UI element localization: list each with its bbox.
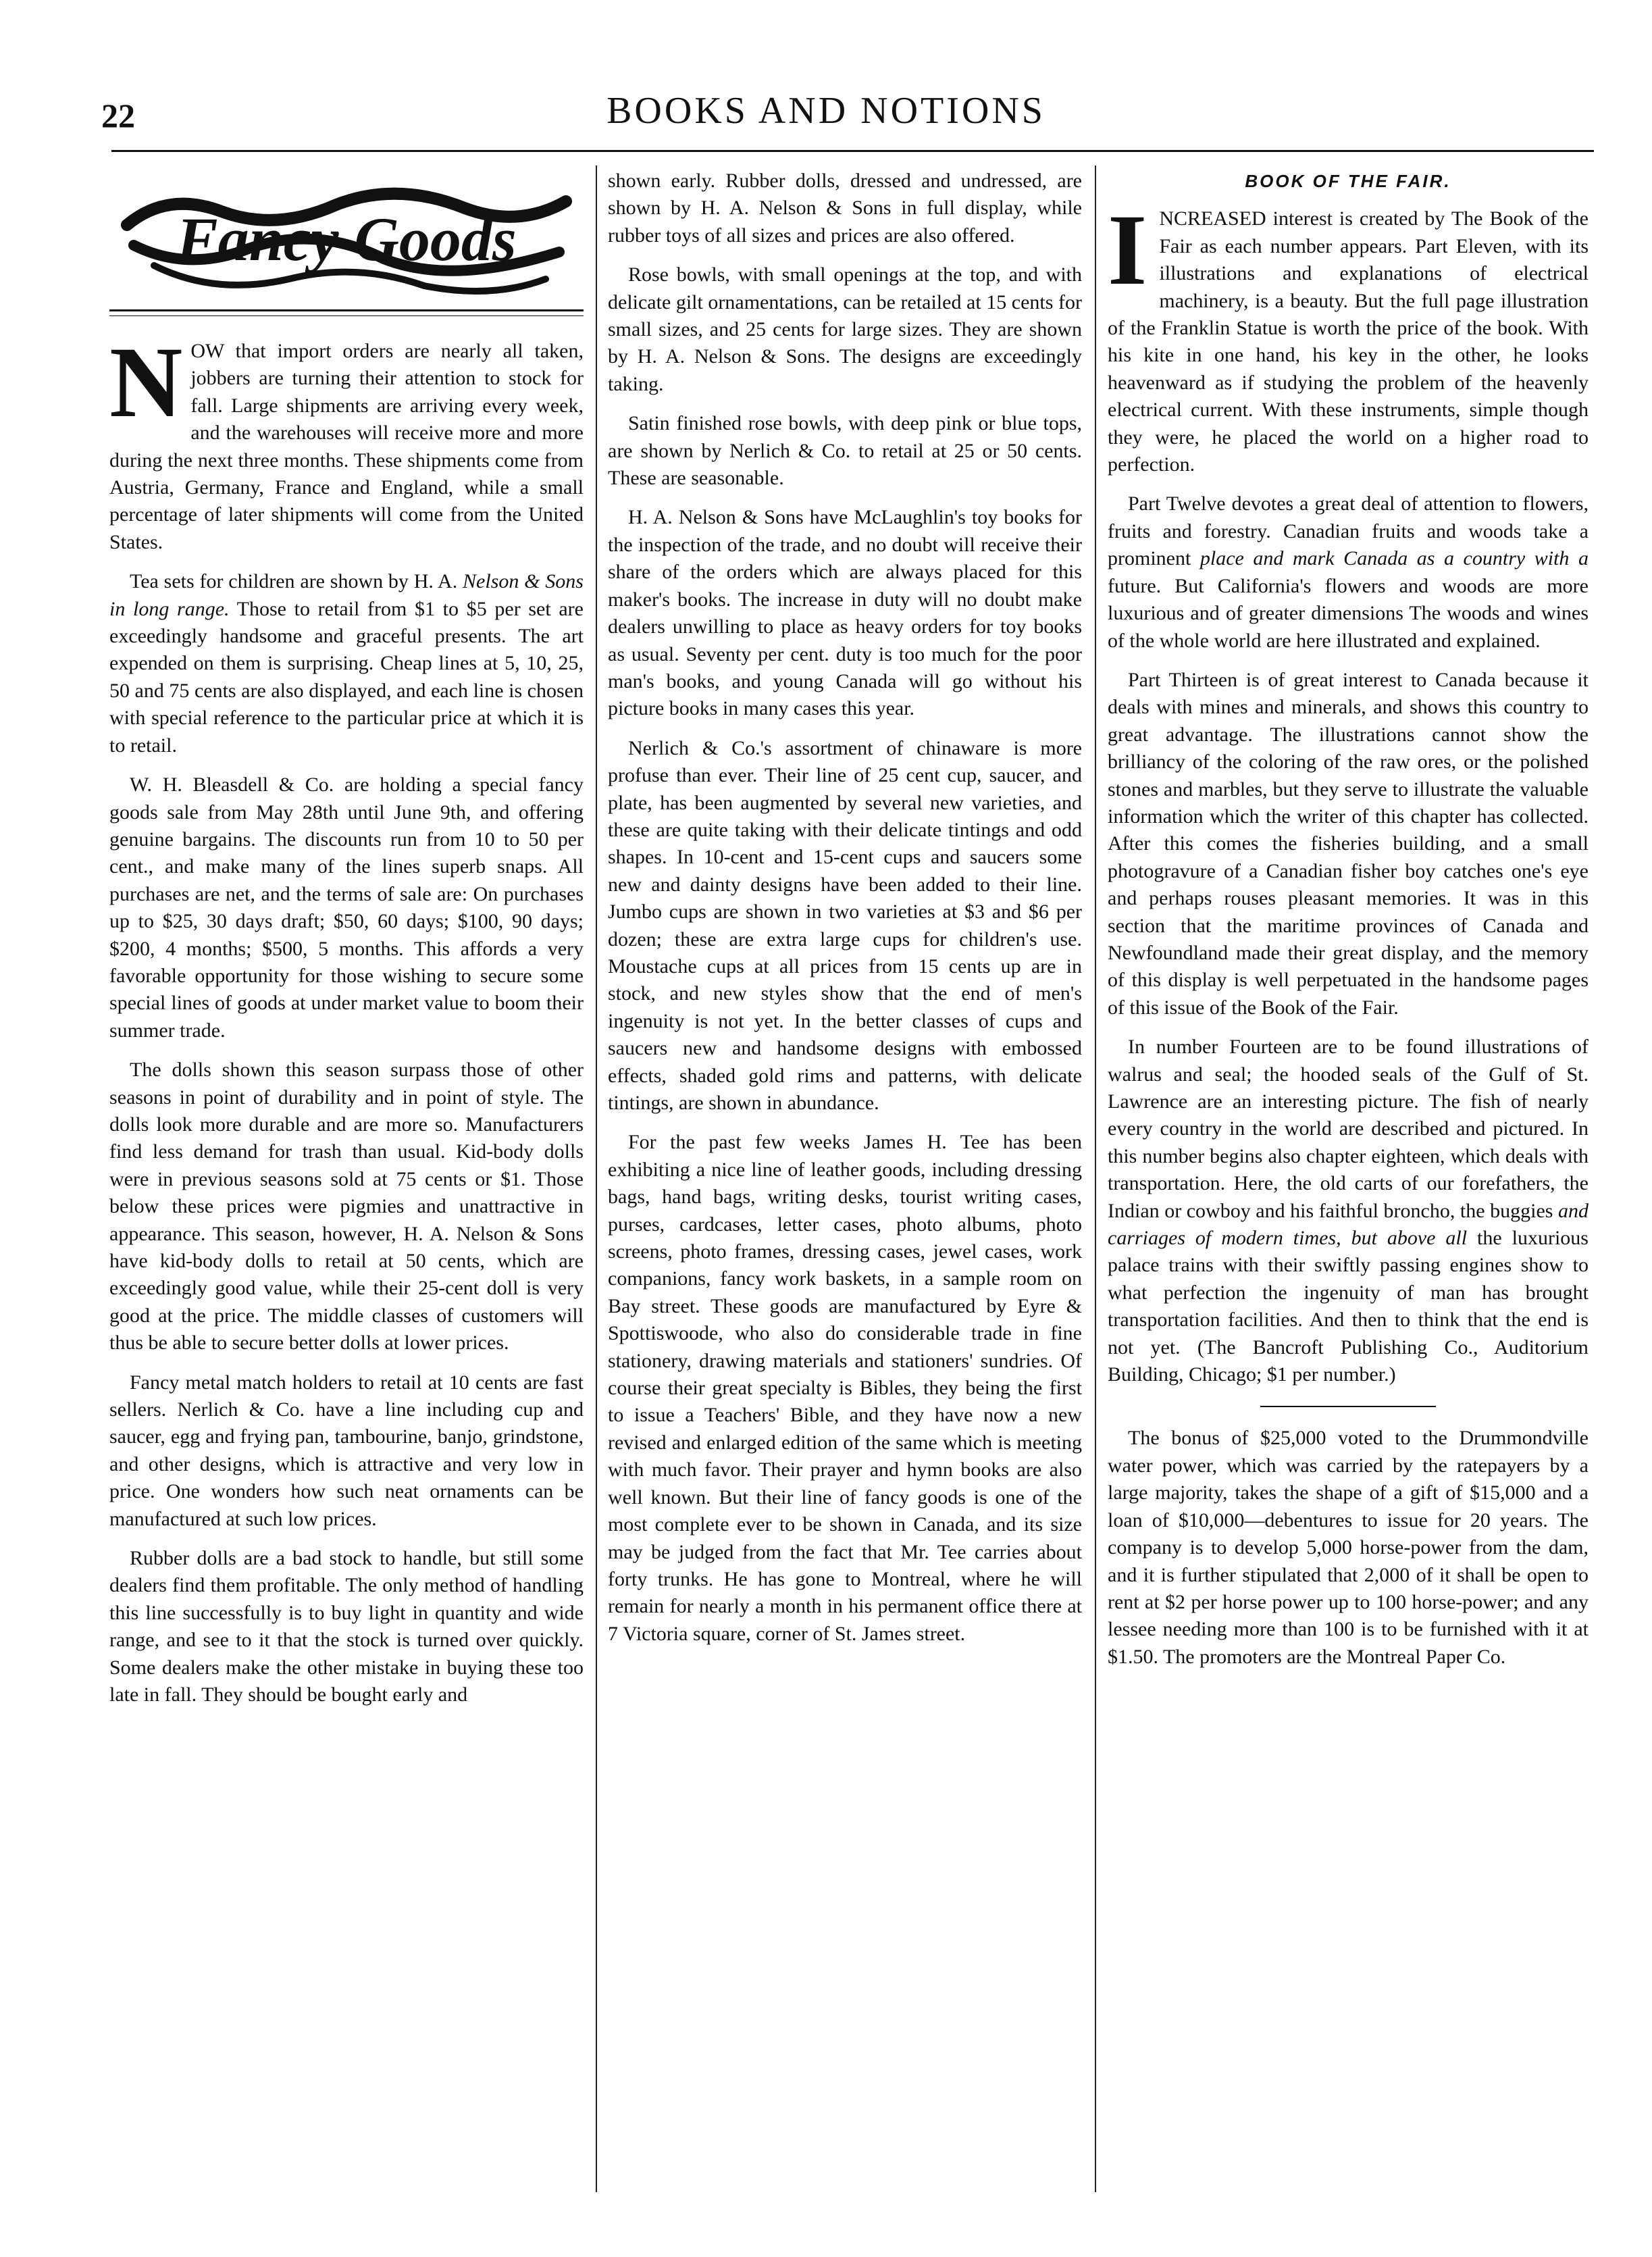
paragraph: Rubber dolls are a bad stock to handle, but still some dealers find them profitable. The only method of handling this line successfully is to buy light in quantity and wide range, and see to it that the stock is turned over quickly. Some dealers make the other mistake in buying these too late in fall. They should be bought early and [109,1547,584,1706]
paragraph: Fancy metal match holders to retail at 10 cents are fast sellers. Nerlich & Co. have a line including cup and saucer, egg and frying pan, tambourine, banjo, grindstone, and other designs, which is attractive and very low in price. One wonders how such neat ornaments can be manufactured at such low prices. [109,1371,584,1530]
paragraph: shown early. Rubber dolls, dressed and undressed, are shown by H. A. Nelson & Sons in full display, while rubber toys of all sizes and prices are also offered. [608,170,1082,247]
section-title: BOOK OF THE FAIR. [1245,171,1451,191]
section-divider [1260,1406,1436,1407]
column-divider-1 [596,166,597,2192]
paragraph: NOW that import orders are nearly all taken, jobbers are turning their attention to stock for fall. Large shipments are arriving every week, and the warehouses will receive more and more during the next three months. These shipments come from Austria, Germany, France and England, while a small percentage of later shipments will come from the United States. [109,326,584,553]
paragraph: Nerlich & Co.'s assortment of chinaware is more profuse than ever. Their line of 25 cent cup, saucer, and plate, has been augmented by several new varieties, and these are quite taking with their delicate tintings and odd shapes. In 10-cent and 15-cent cups and saucers some new and dainty designs have been added to their line. Jumbo cups are shown in two varieties at $3 and $6 per dozen; these are extra large cups for children's use. Moustache cups at all prices from 15 cents up are in stock, and new styles show that the end of men's ingenuity is not yet. In the better classes of cups and saucers new and handsome designs with embossed effects, shaded gold rims and patterns, with delicate tintings, are shown in abundance. [608,736,1082,1114]
column-2 [608,168,1082,1660]
logo-rule [109,309,584,316]
paragraph: Satin finished rose bowls, with deep pink or blue tops, are shown by Nerlich & Co. to retail at 25 or 50 cents. These are seasonable. [608,412,1082,490]
dropcap: I [1108,194,1147,307]
paragraph: INCREASED interest is created by The Book of the Fair as each number appears. Part Eleven, with its illustrations and explanations of electrical machinery, is a beauty. But the full page illustration of the Franklin Statue is worth the price of the book. With his kite in one hand, his key in the other, he looks heavenward as if studying the problem of the heavenly electrical current. With these instruments, simple though they were, he placed the world on a higher road to perfection. [1108,194,1589,476]
paragraph: W. H. Bleasdell & Co. are holding a special fancy goods sale from May 28th until June 9th, and offering genuine bargains. The discounts run from 10 to 50 per cent., and make many of the lines superb snaps. All purchases are net, and the terms of sale are: On purchases up to $25, 30 days draft; $50, 60 days; $100, 90 days; $200, 4 months; $500, 5 months. This affords a very favorable opportunity for those wishing to secure some special lines of goods at under market value to boom their summer trade. [109,774,584,1042]
paragraph: For the past few weeks James H. Tee has been exhibiting a nice line of leather goods, including dressing bags, hand bags, writing desks, tourist writing cases, purses, cardcases, letter cases, photo albums, photo screens, photo frames, dressing cases, jewel cases, work companions, fancy work baskets, in a sample room on Bay street. These goods are manufactured by Eyre & Spottiswoode, who also do considerable trade in fine stationery, drawing materials and stationers' sundries. Of course their great specialty is Bibles, they being the first to issue a Teachers' Bible, and they have now a new revised and enlarged edition of the same which is meeting with much favor. Their prayer and hymn books are also well known. But their line of fancy goods is one of the most complete ever to be shown in Canada, and its size may be judged from the fact that Mr. Tee carries about forty trunks. He has gone to Montreal, where he will remain for nearly a month in his permanent office there at 7 Victoria square, corner of St. James street. [608,1131,1082,1645]
paragraph: The bonus of $25,000 voted to the Drummondville water power, which was carried by the ratepayers by a large majority, takes the shape of a gift of $15,000 and a loan of $10,000—debentures to issue for 20 years. The company is to develop 5,000 horse-power from the dam, and it is further stipulated that 2,000 of it shall be open to rent at $2 per horse power up to 100 horse-power; and any lessee needing more than 100 is to be furnished with it at $1.50. The promoters are the Montreal Paper Co. [1108,1427,1589,1668]
paragraph: H. A. Nelson & Sons have McLaughlin's toy books for the inspection of the trade, and no doubt will receive their share of the orders which are always placed for this maker's books. The increase in duty will no doubt make dealers unwilling to place as heavy orders for toy books as usual. Seventy per cent. duty is too much for the poor man's books, and young Canada will go without his picture books in many cases this year. [608,506,1082,720]
page-number: 22 [101,97,135,134]
paragraph: Tea sets for children are shown by H. A. Nelson & Sons in long range. Those to retail from $1 to $5 per set are exceedingly handsome and graceful presents. The art expended on them is surprising. Cheap lines at 5, 10, 25, 50 and 75 cents are also displayed, and each line is chosen with special reference to the particular price at which it is to retail. [109,570,584,757]
paragraph: Part Thirteen is of great interest to Canada because it deals with mines and minerals, and shows this country to great advantage. The illustrations cannot show the brilliancy of the coloring of the raw ores, or the polished stones and marbles, but they serve to illustrate the valuable information which the writer of this chapter has collected. After this comes the fisheries building, and a small photogravure of a Canadian fisher boy catches one's eye and perhaps rouses pleasant memories. It was in this section that the maritime provinces of Canada and Newfoundland made their great display, and the memory of this display is well perpetuated in the handsome pages of this issue of the Book of the Fair. [1108,668,1589,1019]
dropcap: N [109,326,183,438]
fancy-goods-logo-art [113,184,579,299]
paragraph: The dolls shown this season surpass those of other seasons in point of durability and in point of style. The dolls look more durable and are more so. Manufacturers find less demand for trash than usual. Kid-body dolls were in previous seasons sold at 75 cents or $1. Those below these prices were pigmies and unattractive in appearance. This season, however, H. A. Nelson & Sons have kid-body dolls to retail at 50 cents, which are exceedingly good value, while their 25-cent doll is very good at the price. The middle classes of customers will thus be able to secure better dolls at lower prices. [109,1059,584,1354]
paragraph: Rose bowls, with small openings at the top, and with delicate gilt ornamentations, can be retailed at 15 cents for small sizes, and 25 cents for large sizes. They are shown by H. A. Nelson & Sons. The designs are exceedingly taking. [608,263,1082,395]
running-head: BOOKS AND NOTIONS [606,90,1046,132]
paragraph: Part Twelve devotes a great deal of attention to flowers, fruits and forestry. Canadian fruits and woods take a prominent place and mark Canada as a country with a future. But California's flowers and woods are more luxurious and of greater dimensions The woods and wines of the whole world are here illustrated and explained. [1108,492,1589,652]
header-rule [111,150,1594,152]
fancy-goods-logo [109,181,584,303]
fancy-goods-logo-text: Fancy Goods [176,205,517,274]
paragraph: In number Fourteen are to be found illustrations of walrus and seal; the hooded seals of the Gulf of St. Lawrence are an interesting picture. The fish of nearly every country in the world are described and pictured. In this number begins also chapter eighteen, which deals with transportation. Here, the old carts of our forefathers, the Indian or cowboy and his faithful broncho, the buggies and carriages of modern times, but above all the luxurious palace trains with their swiftly passing engines show to what perfection the ingenuity of man has brought transportation facilities. And then to think that the end is not yet. (The Bancroft Publishing Co., Auditorium Building, Chicago; $1 per number.) [1108,1036,1589,1386]
column-3 [1108,168,1589,1683]
column-divider-2 [1095,166,1096,2192]
column-1 [109,168,584,1721]
